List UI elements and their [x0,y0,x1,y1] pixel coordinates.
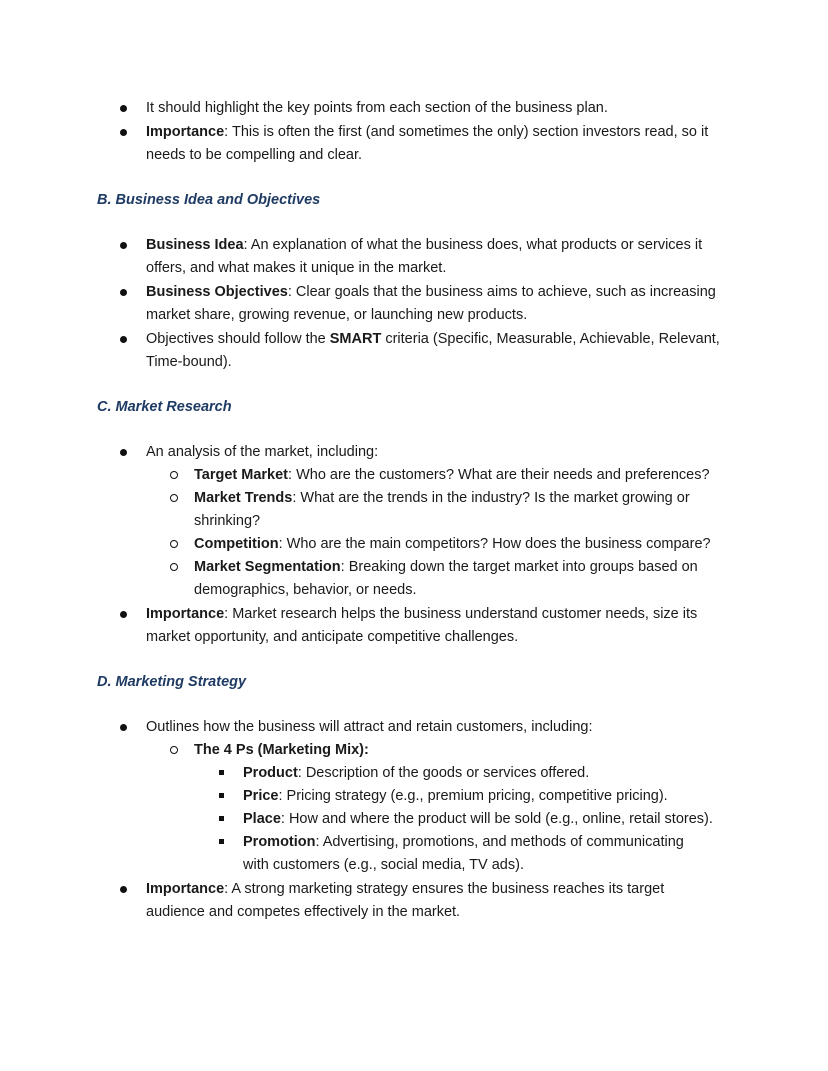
section-d-heading: D. Marketing Strategy [97,674,247,690]
list-item: Importance: A strong marketing strategy ensures the business reaches its target audience and competes effectively in the market. [146,878,691,924]
bullet-disc-icon [120,878,127,901]
bullet-disc-icon [120,716,127,739]
bullet-disc-icon [120,121,127,144]
bullet-circle-icon [170,464,178,487]
bullet-disc-icon [120,234,127,257]
list-item: Business Idea: An explanation of what the business does, what products or services it offers, and what makes it unique in the market. [146,234,746,280]
sub-list-item: Market Segmentation: Breaking down the target market into groups based on demographics, behavior, or needs. [194,556,719,602]
list-item: Business Objectives: Clear goals that the business aims to achieve, such as increasing market share, growing revenue, or launching new products. [146,281,746,327]
bullet-disc-icon [120,97,127,120]
sub-list-item: The 4 Ps (Marketing Mix): [194,739,754,762]
section-b-heading: B. Business Idea and Objectives [97,192,321,208]
bullet-square-icon [219,785,224,808]
list-item: Importance: Market research helps the business understand customer needs, size its market opportunity, and anticipate competitive challenges. [146,603,716,649]
list-item: Objectives should follow the SMART criteria (Specific, Measurable, Achievable, Relevant, Time-bound). [146,328,746,374]
sub-sub-list-item: Product: Description of the goods or services offered. [243,762,743,785]
bullet-circle-icon [170,556,178,579]
sub-sub-list-item: Place: How and where the product will be sold (e.g., online, retail stores). [243,808,743,831]
intro-bullet-2: Importance: This is often the first (and sometimes the only) section investors read, so it needs to be compelling and clear. [146,121,746,167]
list-item: Outlines how the business will attract and retain customers, including: [146,716,746,739]
bullet-circle-icon [170,487,178,510]
sub-sub-list-item: Price: Pricing strategy (e.g., premium pricing, competitive pricing). [243,785,743,808]
intro-bullet-1: It should highlight the key points from each section of the business plan. [146,97,746,120]
sub-list-item: Competition: Who are the main competitors? How does the business compare? [194,533,754,556]
bullet-disc-icon [120,441,127,464]
sub-sub-list-item: Promotion: Advertising, promotions, and methods of communicating with customers (e.g., social media, TV ads). [243,831,713,877]
section-c-heading: C. Market Research [97,399,232,415]
bullet-disc-icon [120,281,127,304]
bullet-square-icon [219,831,224,854]
bullet-square-icon [219,762,224,785]
bullet-disc-icon [120,328,127,351]
bullet-circle-icon [170,739,178,762]
list-item: An analysis of the market, including: [146,441,746,464]
bullet-circle-icon [170,533,178,556]
sub-list-item: Market Trends: What are the trends in the industry? Is the market growing or shrinking? [194,487,714,533]
sub-list-item: Target Market: Who are the customers? What are their needs and preferences? [194,464,754,487]
bullet-square-icon [219,808,224,831]
bullet-disc-icon [120,603,127,626]
